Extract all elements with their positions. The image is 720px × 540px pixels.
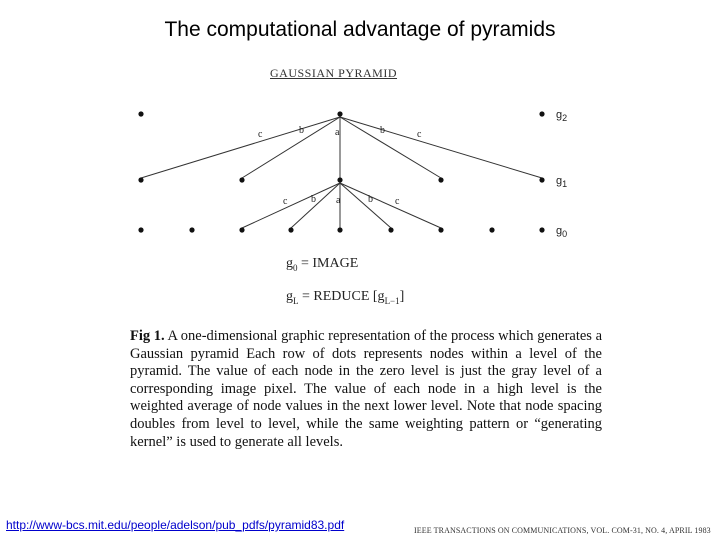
node-g0 bbox=[539, 227, 544, 232]
node-g2 bbox=[138, 111, 143, 116]
node-g1 bbox=[539, 177, 544, 182]
journal-footer: IEEE TRANSACTIONS ON COMMUNICATIONS, VOL. COM-31, NO. 4, APRIL 1983 bbox=[414, 526, 711, 535]
level-label: $g_2$ bbox=[556, 109, 568, 123]
weight-label: c bbox=[258, 129, 263, 140]
source-link[interactable]: http://www-bcs.mit.edu/people/adelson/pub_pdfs/pyramid83.pdf bbox=[6, 518, 345, 532]
level-label: $g_1$ bbox=[556, 175, 568, 189]
edge-g0-to-g1 bbox=[340, 183, 441, 228]
weight-label: a bbox=[335, 127, 340, 138]
slide-title: The computational advantage of pyramids bbox=[164, 18, 556, 41]
node-g1 bbox=[138, 177, 143, 182]
weight-label: b bbox=[299, 125, 304, 136]
formula-gl: $g_L$ = REDUCE $[g_{L-1}]$ bbox=[286, 289, 405, 306]
weight-label: c bbox=[395, 196, 400, 207]
node-g0 bbox=[288, 227, 293, 232]
weight-label: b bbox=[311, 194, 316, 205]
node-g0 bbox=[189, 227, 194, 232]
weight-label: c bbox=[417, 129, 422, 140]
node-g0 bbox=[388, 227, 393, 232]
node-g0 bbox=[337, 227, 342, 232]
edge-g1-to-g2 bbox=[242, 117, 340, 178]
node-g1 bbox=[239, 177, 244, 182]
caption-label: Fig 1. bbox=[130, 328, 165, 344]
node-g0 bbox=[438, 227, 443, 232]
weight-label: b bbox=[368, 194, 373, 205]
node-g1 bbox=[337, 177, 342, 182]
node-g0 bbox=[138, 227, 143, 232]
figure-title: GAUSSIAN PYRAMID bbox=[270, 66, 398, 80]
figure-caption bbox=[130, 328, 602, 451]
node-g2 bbox=[337, 111, 342, 116]
weight-label: c bbox=[283, 196, 288, 207]
edge-g0-to-g1 bbox=[242, 183, 340, 228]
node-g0 bbox=[489, 227, 494, 232]
node-g0 bbox=[239, 227, 244, 232]
edge-g0-to-g1 bbox=[291, 183, 340, 228]
edge-g0-to-g1 bbox=[340, 183, 391, 228]
weight-label: b bbox=[380, 125, 385, 136]
edge-g1-to-g2 bbox=[141, 117, 340, 178]
caption-text: A one-dimensional graphic representation of the process which generates a Gaussian pyramid Each row of dots represents nodes within a level of the pyramid. The value of each node in the zero level is just the gray level of a corresponding image pixel. The value of each node in a high level is the weighted average of node values in the next lower level. Note that node spacing doubles from level to level, while the same weighting pattern or “generating kernel” is used to generate all levels. bbox=[130, 328, 603, 450]
edge-g1-to-g2 bbox=[340, 117, 542, 178]
formula-g0: $g_0$ = IMAGE bbox=[286, 256, 359, 273]
level-label: $g_0$ bbox=[556, 225, 568, 239]
weight-label: a bbox=[336, 195, 341, 206]
edge-g1-to-g2 bbox=[340, 117, 441, 178]
node-g2 bbox=[539, 111, 544, 116]
node-g1 bbox=[438, 177, 443, 182]
